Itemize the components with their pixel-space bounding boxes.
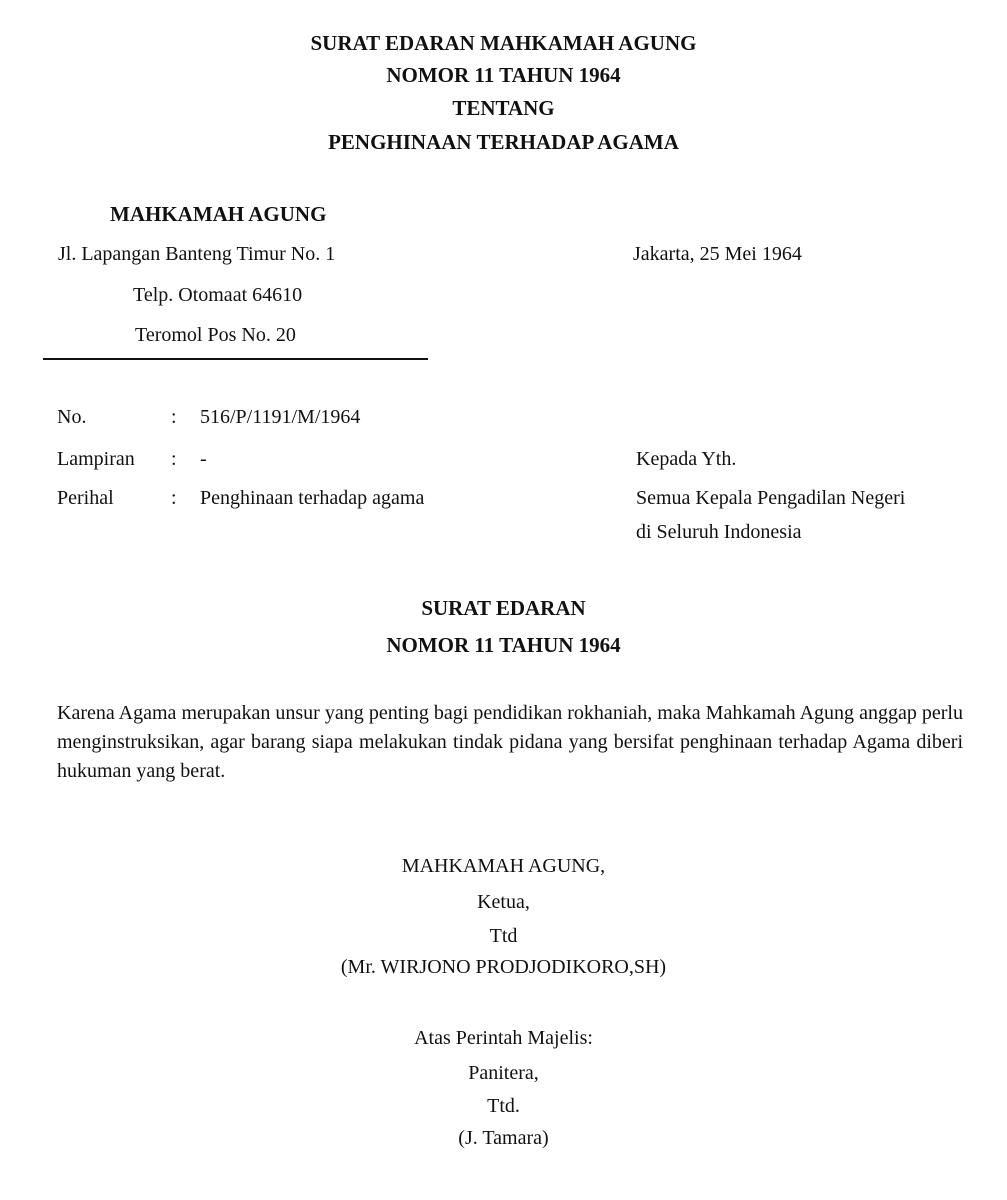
recipient-name: Semua Kepala Pengadilan Negeri	[636, 487, 906, 509]
number-colon: :	[171, 406, 177, 428]
document-title-line-2: NOMOR 11 TAHUN 1964	[386, 63, 621, 87]
attachment-colon: :	[171, 448, 177, 470]
subject-colon: :	[171, 487, 177, 509]
recipient-salutation: Kepada Yth.	[636, 448, 737, 470]
signature-role: Ketua,	[477, 891, 530, 913]
circular-heading: SURAT EDARAN	[421, 596, 586, 620]
clerk-signed: Ttd.	[487, 1095, 520, 1117]
attachment-value: -	[200, 448, 207, 470]
document-title-line-3: TENTANG	[452, 96, 555, 120]
signature-signed: Ttd	[489, 925, 518, 947]
sender-phone: Telp. Otomaat 64610	[133, 284, 303, 306]
recipient-location: di Seluruh Indonesia	[636, 521, 802, 543]
attachment-label: Lampiran	[57, 448, 135, 470]
sender-po-box: Teromol Pos No. 20	[135, 324, 296, 346]
order-by: Atas Perintah Majelis:	[414, 1027, 593, 1049]
document-title-line-1: SURAT EDARAN MAHKAMAH AGUNG	[310, 31, 697, 55]
subject-value: Penghinaan terhadap agama	[200, 487, 425, 509]
letterhead-divider	[43, 358, 428, 360]
sender-name: MAHKAMAH AGUNG	[110, 202, 327, 226]
subject-label: Perihal	[57, 487, 114, 509]
signature-institution: MAHKAMAH AGUNG,	[401, 855, 606, 877]
body-paragraph: Karena Agama merupakan unsur yang penting bagi pendidikan rokhaniah, maka Mahkamah Agung anggap perlu menginstruksikan, agar barang siapa melakukan tindak pidana yang bersifat penghinaan terhadap Agama diberi hukuman yang berat.	[57, 702, 963, 782]
number-value: 516/P/1191/M/1964	[200, 406, 361, 428]
circular-number: NOMOR 11 TAHUN 1964	[386, 633, 621, 657]
signatory-name: (Mr. WIRJONO PRODJODIKORO,SH)	[340, 956, 667, 978]
place-date: Jakarta, 25 Mei 1964	[633, 243, 802, 265]
sender-address: Jl. Lapangan Banteng Timur No. 1	[58, 243, 336, 265]
clerk-role: Panitera,	[468, 1062, 539, 1084]
clerk-name: (J. Tamara)	[458, 1127, 549, 1149]
document-title-line-4: PENGHINAAN TERHADAP AGAMA	[328, 130, 679, 154]
number-label: No.	[57, 406, 87, 428]
